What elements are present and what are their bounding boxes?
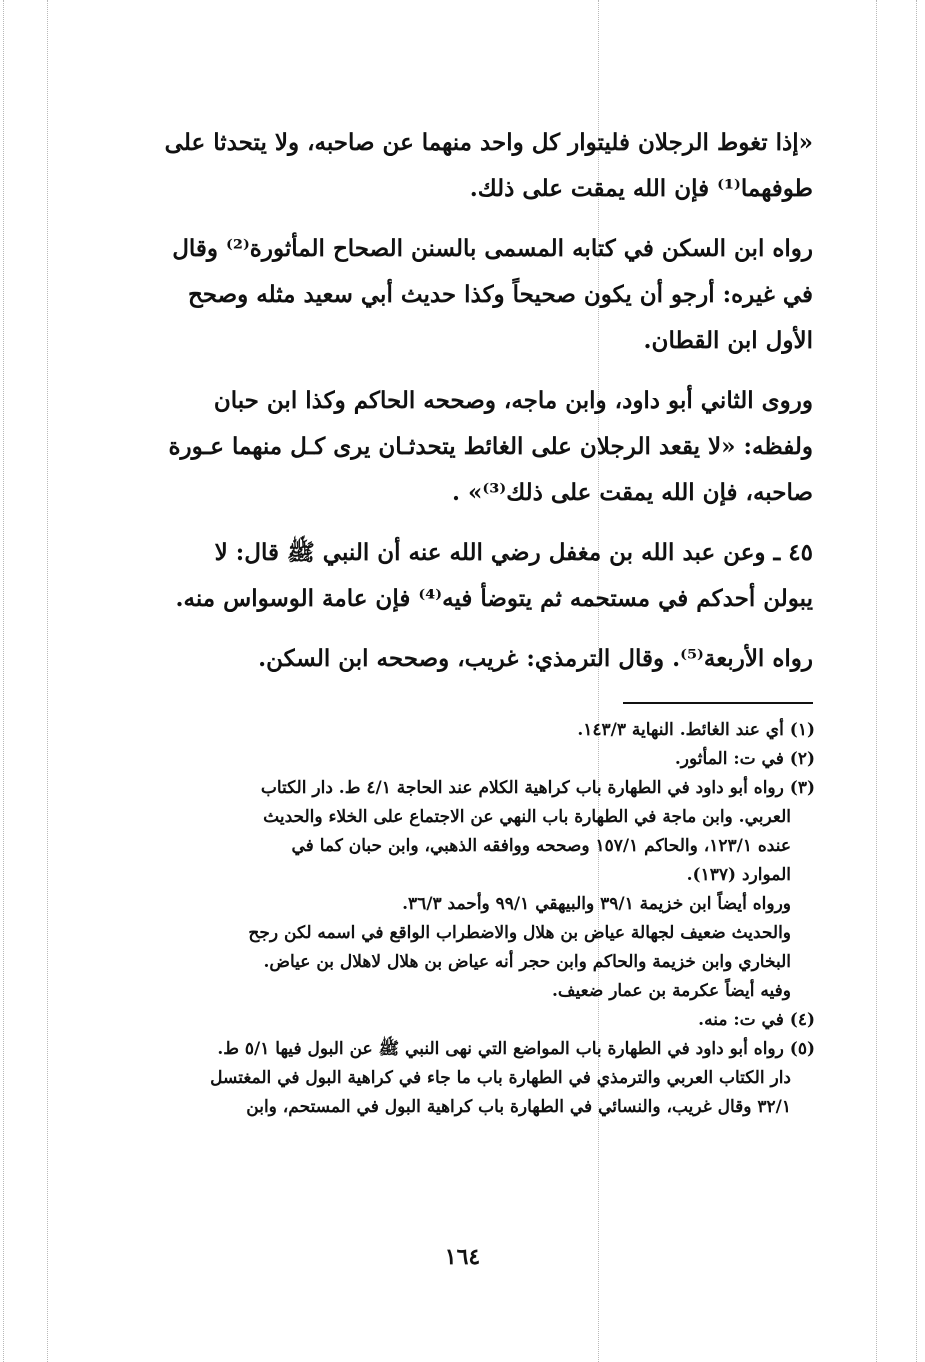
- text-line: طوفهما⁽¹⁾ فإن الله يمقت على ذلك.: [469, 175, 813, 202]
- text-line: ولفظه: «لا يقعد الرجلان على الغائط يتحدثـان يرى كـل منهما عـورة: [168, 433, 813, 460]
- text-line: ٤٥ ـ وعن عبد الله بن مغفل رضي الله عنه أن النبي ﷺ قال: لا: [214, 539, 813, 566]
- footnote-text: العربي. وابن ماجة في الطهارة باب النهي عن الاجتماع على الخلاء والحديث: [263, 807, 791, 827]
- scan-guide-line: [3, 0, 4, 1362]
- text-line: وروى الثاني أبو داود، وابن ماجه، وصححه الحاكم وكذا ابن حبان: [213, 387, 813, 414]
- footnote-continuation: [110, 890, 815, 1006]
- footnote: [110, 774, 815, 890]
- footnote-text: في ت: منه.: [698, 1010, 784, 1030]
- footnote-text: وفيه أيضاً عكرمة بن عمار ضعيف.: [552, 981, 791, 1001]
- footnote-text: ورواه أيضاً ابن خزيمة ٣٩/١ والبيهقي ٩٩/١ وأحمد ٣٦/٣.: [402, 894, 791, 914]
- paragraph: [113, 226, 813, 364]
- paragraph: [113, 120, 813, 212]
- page-number: ١٦٤: [444, 1244, 481, 1270]
- text-line: رواه الأربعة⁽⁵⁾. وقال الترمذي: غريب، وصححه ابن السكن.: [258, 645, 813, 672]
- footnote-number: (٤): [789, 1010, 815, 1030]
- footnote-text: والحديث ضعيف لجهالة عياض بن هلال والاضطراب الواقع في اسمه لكن رجح: [248, 923, 791, 943]
- footnote: [110, 716, 815, 745]
- scan-guide-line: [47, 0, 48, 1362]
- footnote-text: دار الكتاب العربي والترمذي في الطهارة باب ما جاء في كراهية البول في المغتسل: [210, 1068, 791, 1088]
- footnote-number: (١): [789, 720, 815, 740]
- footnote-number: (٣): [789, 778, 815, 798]
- scan-guide-line: [916, 0, 917, 1362]
- text-line: يبولن أحدكم في مستحمه ثم يتوضأ فيه⁽⁴⁾ فإن عامة الوسواس منه.: [175, 585, 813, 612]
- paragraph: [113, 378, 813, 516]
- text-line: الأول ابن القطان.: [643, 327, 813, 354]
- paragraph: [113, 636, 813, 682]
- footnote-text: أي عند الغائط. النهاية ١٤٣/٣.: [577, 720, 784, 740]
- footnote-text: ٣٢/١ وقال غريب، والنسائي في الطهارة باب كراهية البول في المستحم، وابن: [246, 1097, 791, 1117]
- text-line: صاحبه، فإن الله يمقت على ذلك⁽³⁾» .: [452, 479, 813, 506]
- text-line: «إذا تغوط الرجلان فليتوار كل واحد منهما عن صاحبه، ولا يتحدثا على: [164, 129, 813, 156]
- main-text: [113, 120, 813, 696]
- scan-guide-line: [876, 0, 877, 1362]
- footnote-separator: [623, 702, 813, 704]
- footnote-number: (٥): [789, 1039, 815, 1059]
- footnote-text: عنده ١٢٣/١، والحاكم ١٥٧/١ وصححه ووافقه الذهبي، وابن حبان كما في: [291, 836, 791, 856]
- footnote: [110, 1006, 815, 1035]
- text-line: في غيره: أرجو أن يكون صحيحاً وكذا حديث أبي سعيد مثله وصحح: [187, 281, 813, 308]
- footnote-text: البخاري وابن خزيمة والحاكم وابن حجر أنه عياض بن هلال لاهلال بن عياض.: [263, 952, 791, 972]
- footnotes: [110, 716, 815, 1122]
- footnote: [110, 745, 815, 774]
- footnote-text: رواه أبو داود في الطهارة باب المواضع التي نهى النبي ﷺ عن البول فيها ٥/١ ط.: [217, 1039, 784, 1059]
- hadith-paragraph: [113, 530, 813, 622]
- footnote-number: (٢): [789, 749, 815, 769]
- footnote: [110, 1035, 815, 1122]
- footnote-text: في ت: المأثور.: [674, 749, 784, 769]
- footnote-text: الموارد (١٣٧).: [686, 865, 791, 885]
- footnote-text: رواه أبو داود في الطهارة باب كراهية الكلام عند الحاجة ٤/١ ط. دار الكتاب: [260, 778, 784, 798]
- text-line: رواه ابن السكن في كتابه المسمى بالسنن الصحاح المأثورة⁽²⁾ وقال: [172, 235, 813, 262]
